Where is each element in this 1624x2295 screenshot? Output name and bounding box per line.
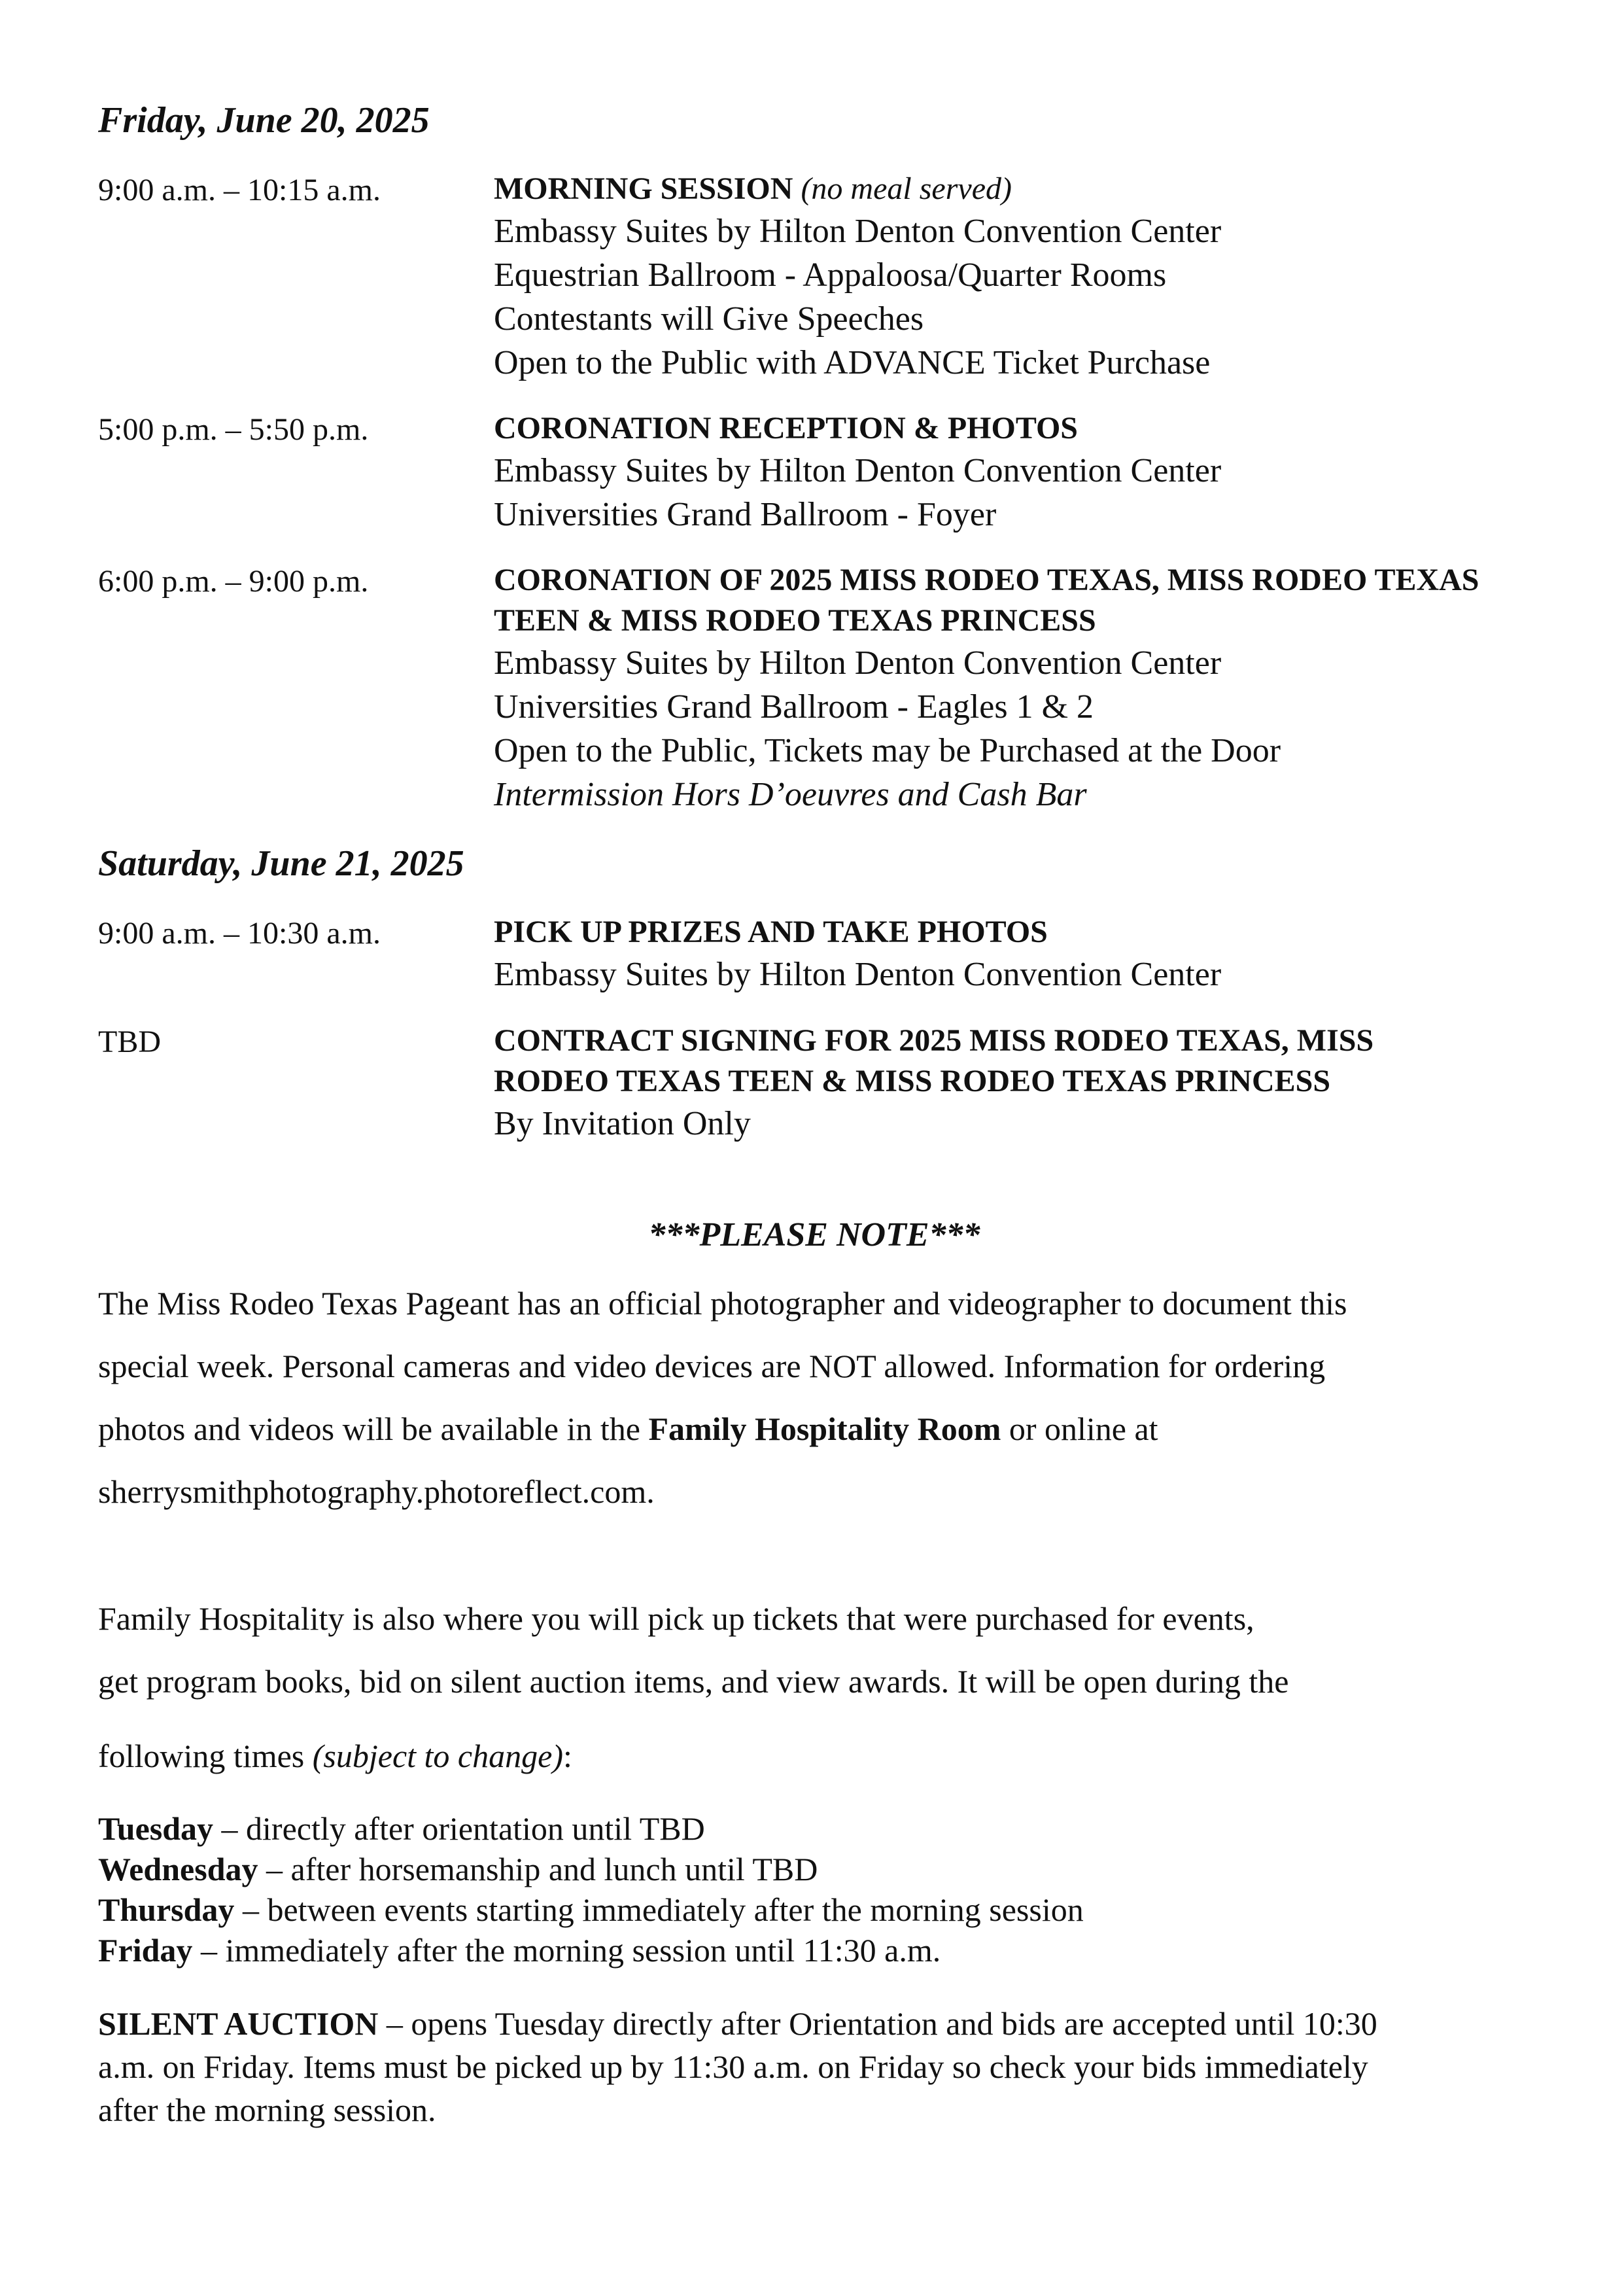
day-heading-saturday: Saturday, June 21, 2025 xyxy=(98,843,464,884)
note-text: following times xyxy=(98,1738,313,1774)
event-access: By Invitation Only xyxy=(494,1105,751,1142)
event-venue: Embassy Suites by Hilton Denton Convention Center xyxy=(494,452,1222,489)
event-title-line-1: CONTRACT SIGNING FOR 2025 MISS RODEO TEXAS, MISS xyxy=(494,1023,1374,1058)
event-venue: Embassy Suites by Hilton Denton Convention Center xyxy=(494,213,1222,250)
subject-to-change-note: (subject to change) xyxy=(312,1738,563,1774)
event-room: Equestrian Ballroom - Appaloosa/Quarter Rooms xyxy=(494,256,1167,294)
event-room: Universities Grand Ballroom - Foyer xyxy=(494,496,997,533)
auction-line-3: after the morning session. xyxy=(98,2092,436,2128)
hours-day: Tuesday xyxy=(98,1810,214,1847)
event-title-line-2: TEEN & MISS RODEO TEXAS PRINCESS xyxy=(494,603,1096,638)
photo-ordering-url: sherrysmithphotography.photoreflect.com. xyxy=(98,1473,655,1510)
hours-row-friday xyxy=(98,1930,1530,1971)
event-title-line-1: CORONATION OF 2025 MISS RODEO TEXAS, MISS RODEO TEXAS xyxy=(494,563,1479,597)
hours-text: – directly after orientation until TBD xyxy=(213,1810,705,1847)
event-time: 5:00 p.m. – 5:50 p.m. xyxy=(98,412,369,447)
note-paragraph-2-line-1: Family Hospitality is also where you will pick up tickets that were purchased for events, xyxy=(98,1600,1254,1637)
hours-day: Wednesday xyxy=(98,1851,258,1887)
event-title: CORONATION RECEPTION & PHOTOS xyxy=(494,411,1078,446)
hours-row-wednesday xyxy=(98,1849,1530,1889)
please-note-heading: ***PLEASE NOTE*** xyxy=(648,1216,980,1253)
note-text: photos and videos will be available in the xyxy=(98,1410,649,1447)
event-title-qualifier: (no meal served) xyxy=(801,171,1012,206)
auction-line-2: a.m. on Friday. Items must be picked up by 11:30 a.m. on Friday so check your bids immediately xyxy=(98,2048,1368,2085)
event-title xyxy=(494,169,1530,209)
event-venue: Embassy Suites by Hilton Denton Convention Center xyxy=(494,644,1222,682)
hours-row-thursday xyxy=(98,1889,1530,1930)
event-access: Open to the Public, Tickets may be Purchased at the Door xyxy=(494,732,1281,769)
hours-text: – after horsemanship and lunch until TBD xyxy=(258,1851,818,1887)
event-room: Universities Grand Ballroom - Eagles 1 & 2 xyxy=(494,688,1094,726)
event-details xyxy=(494,169,1530,385)
event-time: 6:00 p.m. – 9:00 p.m. xyxy=(98,564,369,599)
note-paragraph-1-line-3 xyxy=(98,1408,1158,1450)
note-text: or online at xyxy=(1001,1410,1158,1447)
event-time: 9:00 a.m. – 10:15 a.m. xyxy=(98,173,381,207)
hours-day: Friday xyxy=(98,1932,193,1969)
event-title: PICK UP PRIZES AND TAKE PHOTOS xyxy=(494,915,1048,949)
silent-auction-label: SILENT AUCTION xyxy=(98,2005,379,2042)
auction-text: – opens Tuesday directly after Orientation and bids are accepted until 10:30 xyxy=(378,2005,1377,2042)
note-paragraph-2-line-3 xyxy=(98,1735,572,1777)
event-details xyxy=(494,408,1530,536)
auction-line-1 xyxy=(98,2002,1537,2045)
hours-row-tuesday xyxy=(98,1808,1530,1849)
silent-auction-paragraph xyxy=(98,2002,1537,2131)
hours-day: Thursday xyxy=(98,1891,235,1928)
hospitality-hours-list xyxy=(98,1808,1530,1971)
note-paragraph-1-line-2: special week. Personal cameras and video devices are NOT allowed. Information for ordering xyxy=(98,1348,1326,1384)
day-heading-friday: Friday, June 20, 2025 xyxy=(98,100,430,141)
event-title-text: MORNING SESSION xyxy=(494,171,793,206)
event-time: 9:00 a.m. – 10:30 a.m. xyxy=(98,916,381,951)
note-paragraph-2-line-2: get program books, bid on silent auction items, and view awards. It will be open during the xyxy=(98,1663,1289,1700)
event-intermission-note: Intermission Hors D’oeuvres and Cash Bar xyxy=(494,776,1087,813)
hours-text: – immediately after the morning session until 11:30 a.m. xyxy=(192,1932,941,1969)
hours-text: – between events starting immediately after the morning session xyxy=(234,1891,1084,1928)
event-time: TBD xyxy=(98,1025,161,1059)
event-venue: Embassy Suites by Hilton Denton Convention Center xyxy=(494,956,1222,993)
event-details xyxy=(494,560,1530,816)
note-paragraph-1-line-1: The Miss Rodeo Texas Pageant has an official photographer and videographer to document this xyxy=(98,1285,1347,1322)
note-text: : xyxy=(562,1738,572,1774)
event-title-line-2: RODEO TEXAS TEEN & MISS RODEO TEXAS PRINCESS xyxy=(494,1064,1331,1098)
event-detail: Contestants will Give Speeches xyxy=(494,300,924,338)
event-access: Open to the Public with ADVANCE Ticket Purchase xyxy=(494,344,1211,381)
event-details xyxy=(494,912,1530,996)
event-details xyxy=(494,1021,1530,1146)
family-hospitality-room-label: Family Hospitality Room xyxy=(648,1410,1001,1447)
